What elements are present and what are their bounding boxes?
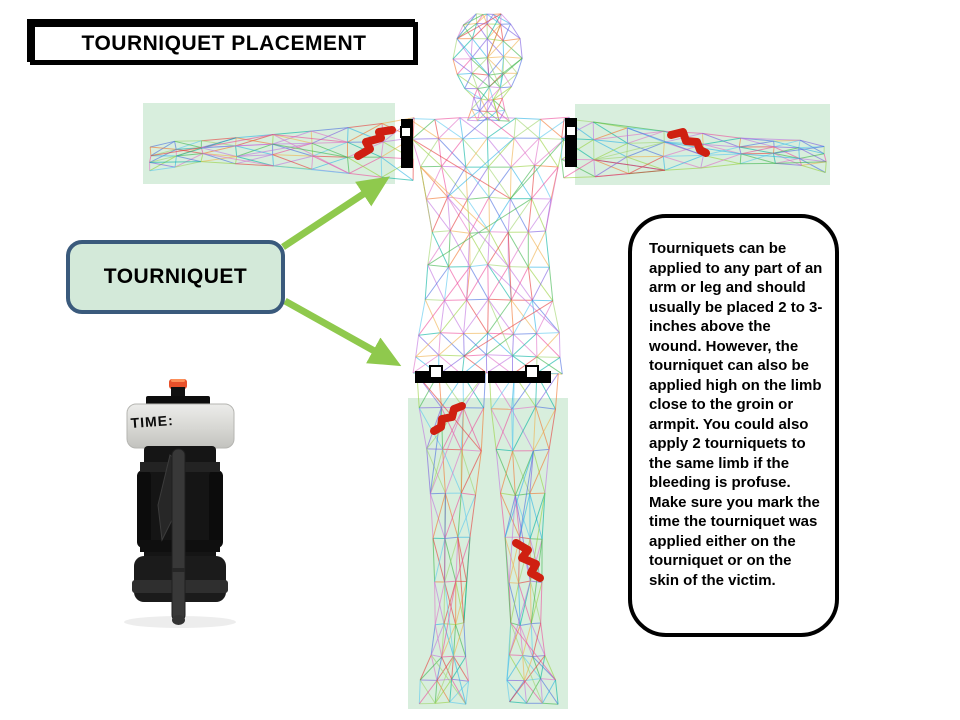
info-text: Tourniquets can be applied to any part of an arm or leg and should usually be placed 2 to 3-inches above the wound. However, the tourniquet can also be applied high on the limb close to the groin or armpit. You could also apply 2 tourniquets to the same limb if the bleeding is profuse. Make sure you mark the time the tourniquet was applied either on the tourniquet or on the skin of the victim. xyxy=(649,240,823,589)
tourniquet-callout-box xyxy=(66,240,285,314)
title-box xyxy=(30,22,418,65)
tourniquet-device-image xyxy=(124,379,236,628)
device-red-tip-highlight xyxy=(171,379,185,382)
page-title: TOURNIQUET PLACEMENT xyxy=(81,31,367,55)
info-text-box xyxy=(628,214,839,637)
band-right-arm-buckle xyxy=(566,126,576,136)
band-left-arm-buckle xyxy=(401,127,411,137)
device-rod-notch xyxy=(172,568,185,572)
band-right-thigh xyxy=(488,371,551,383)
band-right-thigh-buckle xyxy=(526,366,538,378)
device-rod-tip xyxy=(172,615,185,625)
arrow-to-arm-band xyxy=(283,181,383,247)
device-left-fold xyxy=(137,470,151,548)
arrow-to-thigh-band xyxy=(285,301,394,362)
tourniquet-callout-label: TOURNIQUET xyxy=(103,265,248,288)
device-right-fold xyxy=(209,470,223,548)
device-windlass-rod xyxy=(172,449,185,621)
band-left-thigh xyxy=(415,371,485,383)
device-time-label: TIME: xyxy=(130,412,175,431)
band-left-thigh-buckle xyxy=(430,366,442,378)
